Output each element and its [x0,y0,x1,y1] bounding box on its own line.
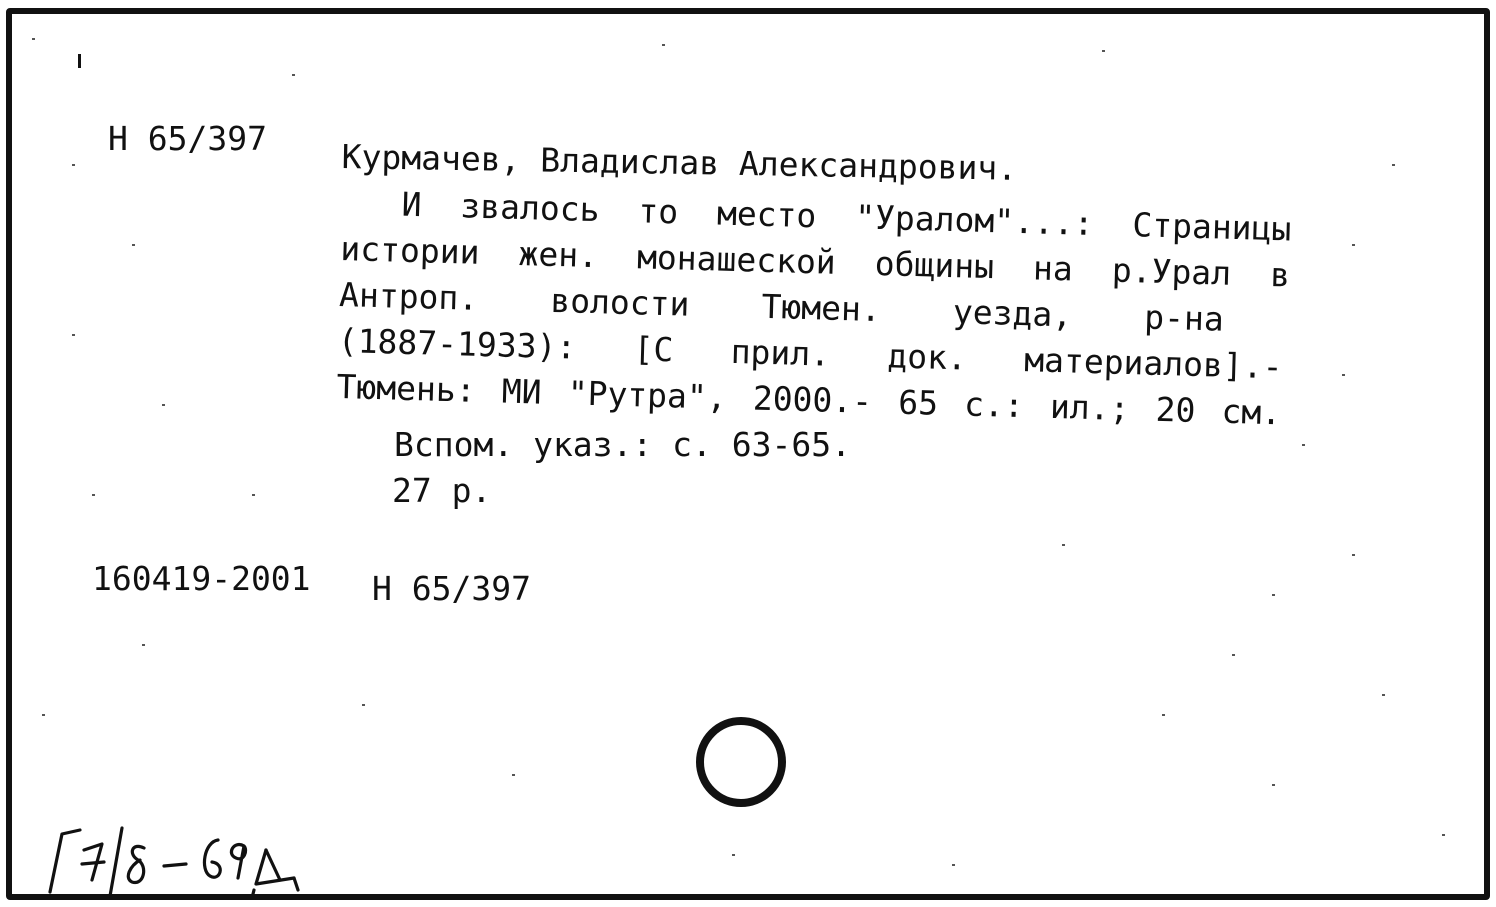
speck [1392,164,1395,166]
speck [1352,244,1355,246]
title-word: МИ [501,371,543,412]
title-word: на [1032,248,1074,289]
punch-hole [696,717,786,807]
speck [1442,834,1445,836]
speck [32,38,35,40]
speck [1342,374,1345,376]
speck [72,334,75,336]
speck [1272,594,1275,596]
title-word: жен. [518,233,599,276]
speck [132,244,135,246]
index-note: Вспом. указ.: с. 63-65. [394,425,851,464]
title-word: истории [339,228,481,272]
accession-number: 160419-2001 [92,559,311,598]
speck [1102,50,1105,52]
title-word: Тюмен. [761,286,882,330]
title-word: в [1269,254,1291,295]
title-word: "Рутра", [567,373,728,417]
speck [1272,784,1275,786]
speck [142,644,145,646]
speck [72,164,75,166]
title-word: место [716,193,817,236]
title-word: уезда, [952,292,1073,335]
catalog-card [6,8,1490,900]
speck [92,494,95,496]
title-word: прил. [730,331,831,374]
title-word: то [637,191,679,232]
title-word: "Уралом"...: [854,197,1095,243]
speck [512,774,515,776]
price: 27 р. [392,471,492,510]
speck [662,44,665,46]
title-word: 20 [1155,389,1196,430]
handwritten-shelfmark [40,820,330,900]
title-word: [С [633,329,674,370]
title-word: Страницы [1131,205,1292,249]
title-word: см. [1221,391,1282,433]
speck [292,74,295,76]
title-word: док. [886,336,968,378]
title-word: (1887-1933): [337,320,577,367]
call-number: Н 65/397 [108,119,267,158]
title-word: общины [874,243,995,287]
title-word: волости [549,280,690,324]
title-word: с.: [963,384,1025,426]
title-word: материалов].- [1023,340,1284,387]
call-number-repeat: Н 65/397 [372,569,531,608]
title-word: звалось [459,186,601,230]
speck [1162,714,1165,716]
title-word: 2000.- [752,378,873,421]
speck [1382,694,1385,696]
speck [1232,654,1235,656]
speck [362,704,365,706]
speck [732,854,735,856]
title-word: р.Урал [1111,250,1232,293]
speck [952,864,955,866]
title-word: И [401,184,423,225]
speck [1062,544,1065,546]
title-word: Тюмень: [336,366,477,410]
title-word: ил.; [1049,386,1131,429]
title-word: монашеской [636,237,837,282]
speck [42,714,45,716]
speck [252,494,255,496]
speck [162,404,165,406]
title-word: 65 [897,382,939,423]
speck [1352,554,1355,556]
title-word: Антроп. [338,274,479,318]
speck [1302,444,1305,446]
title-word: р-на [1143,297,1225,339]
author-heading: Курмачев, Владислав Александрович. [341,137,1018,188]
